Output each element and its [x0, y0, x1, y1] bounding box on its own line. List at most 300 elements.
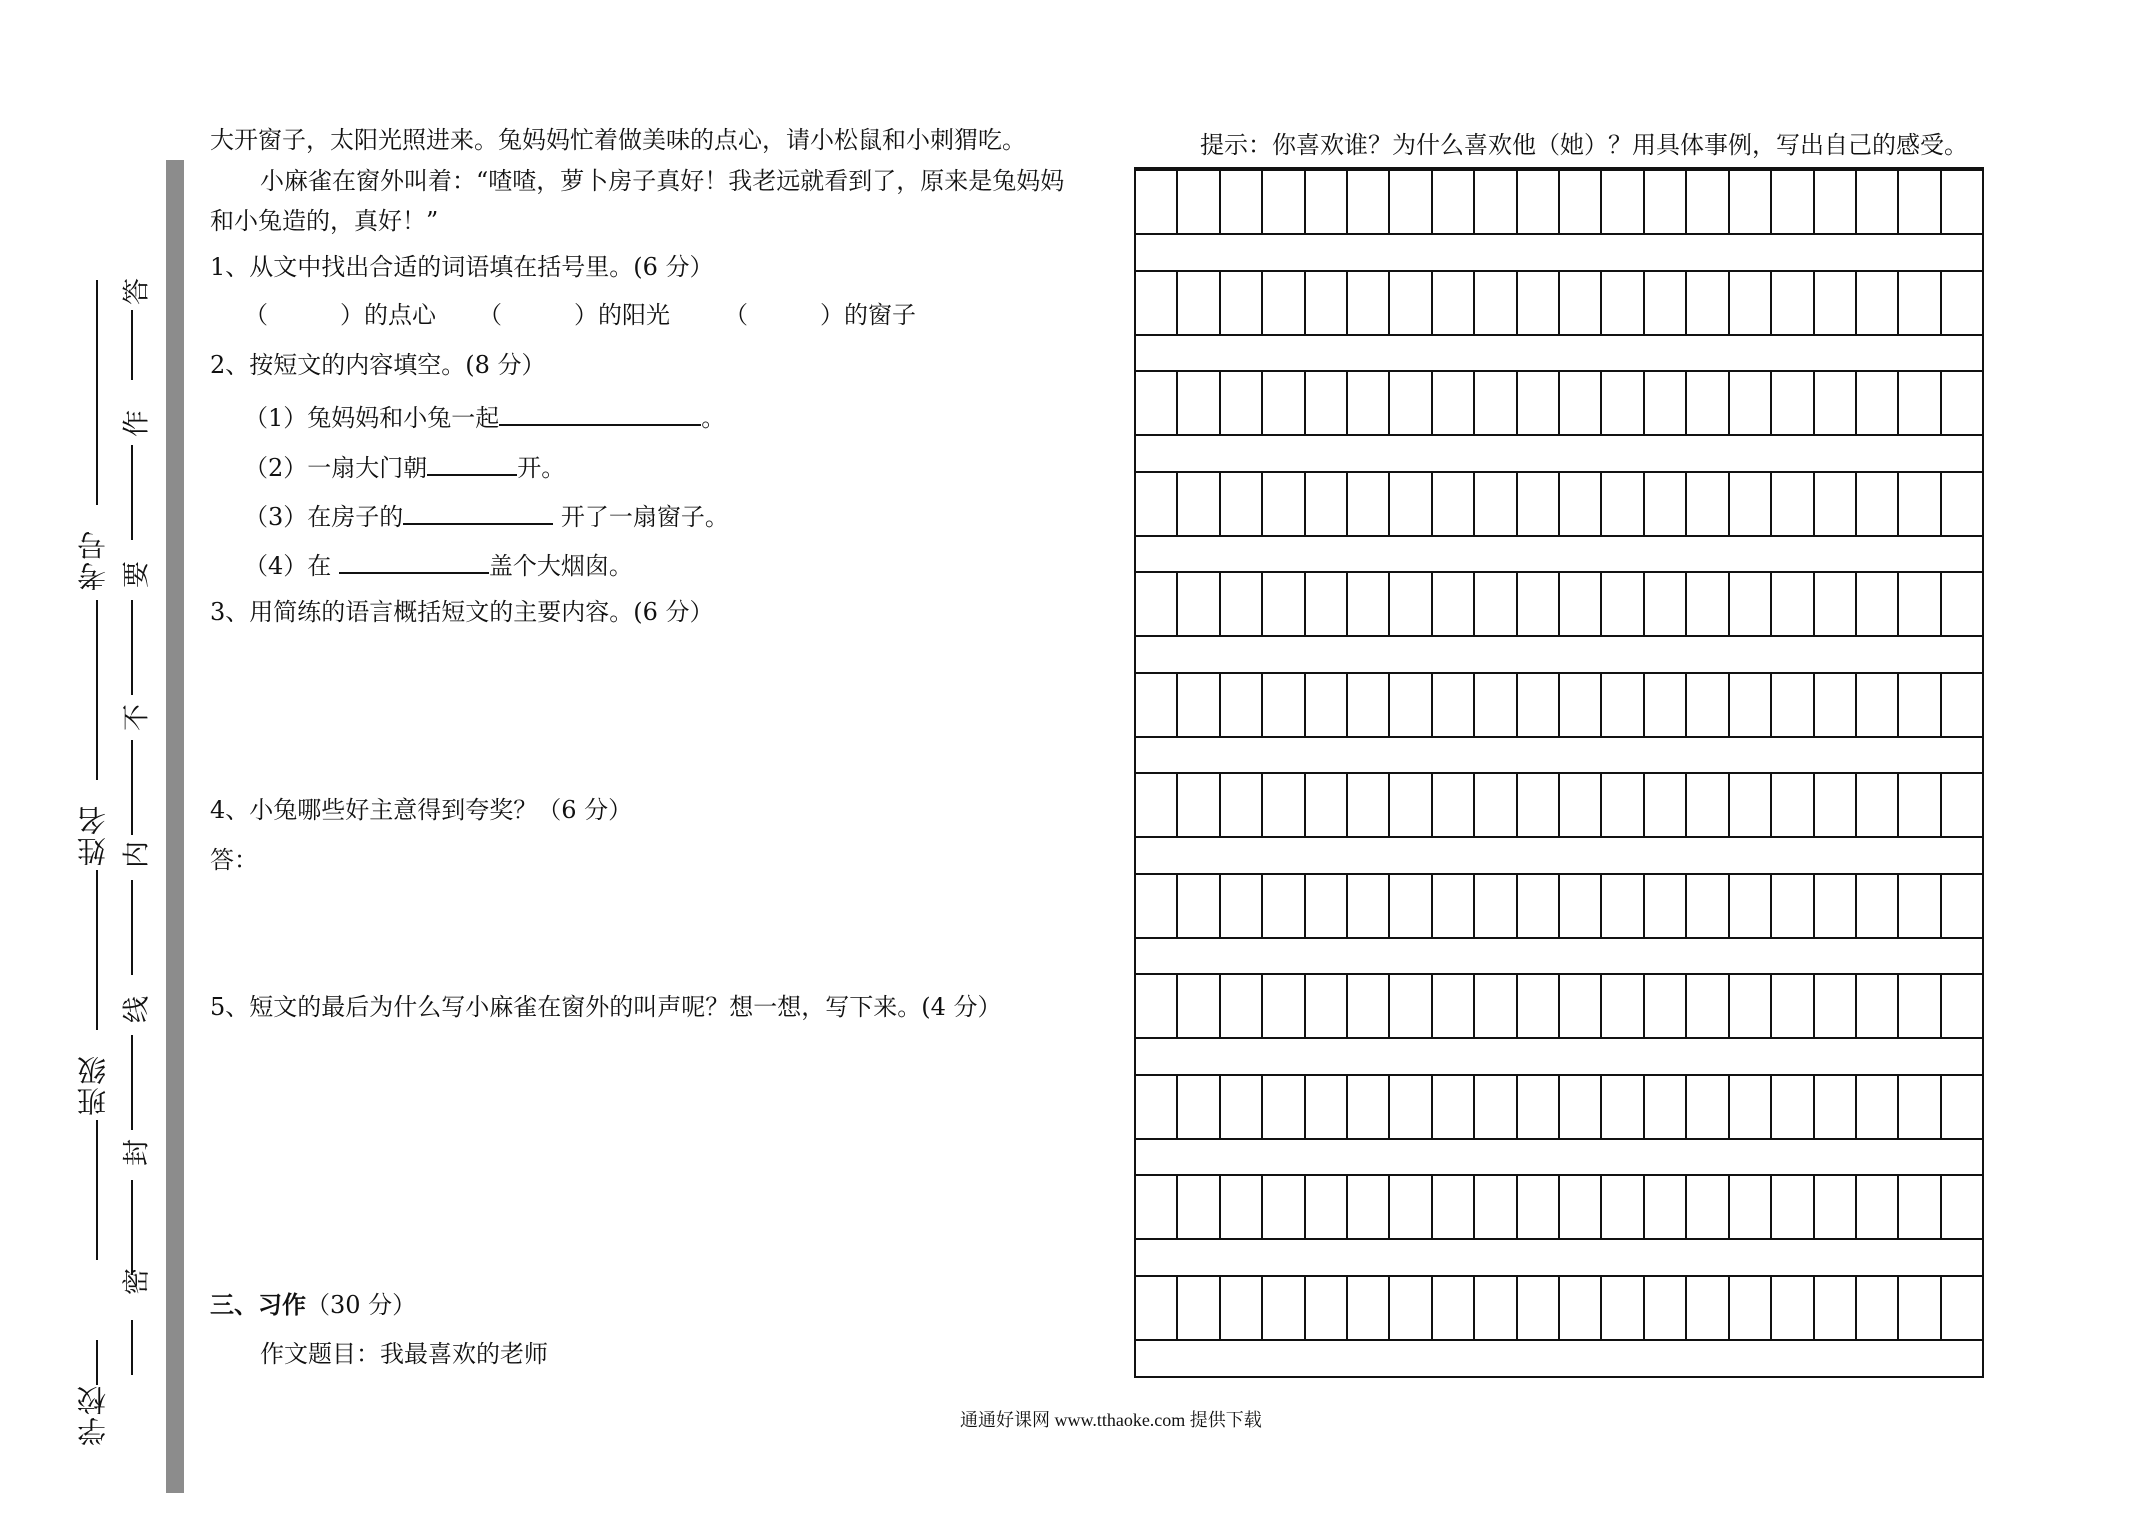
- grid-cell[interactable]: [1560, 1176, 1602, 1238]
- q1-item-3[interactable]: （ ）的窗子: [724, 301, 916, 329]
- grid-cell[interactable]: [1348, 171, 1390, 233]
- grid-cell[interactable]: [1772, 875, 1814, 937]
- grid-cell[interactable]: [1815, 473, 1857, 535]
- grid-cell[interactable]: [1475, 171, 1517, 233]
- grid-cell[interactable]: [1687, 171, 1729, 233]
- grid-cell[interactable]: [1306, 573, 1348, 635]
- grid-cell[interactable]: [1560, 473, 1602, 535]
- grid-cell[interactable]: [1221, 774, 1263, 836]
- grid-cell[interactable]: [1518, 1176, 1560, 1238]
- grid-cell[interactable]: [1221, 1076, 1263, 1138]
- grid-cell[interactable]: [1899, 875, 1941, 937]
- seal-line: [131, 445, 133, 540]
- grid-cell[interactable]: [1518, 875, 1560, 937]
- grid-cell[interactable]: [1602, 573, 1644, 635]
- grid-cell[interactable]: [1390, 975, 1432, 1037]
- grid-row: [1136, 873, 1982, 939]
- seal-char: 答: [121, 278, 153, 305]
- grid-cell[interactable]: [1687, 573, 1729, 635]
- grid-cell[interactable]: [1730, 573, 1772, 635]
- q2-item-2: [244, 450, 565, 483]
- grid-cell[interactable]: [1560, 372, 1602, 434]
- grid-cell[interactable]: [1306, 372, 1348, 434]
- grid-cell[interactable]: [1942, 975, 1982, 1037]
- grid-cell[interactable]: [1136, 473, 1178, 535]
- grid-cell[interactable]: [1815, 774, 1857, 836]
- grid-cell[interactable]: [1348, 1277, 1390, 1339]
- q3-answer-area[interactable]: [210, 635, 1090, 785]
- grid-cell[interactable]: [1306, 1176, 1348, 1238]
- q2-item-1: [244, 400, 725, 433]
- grid-cell[interactable]: [1221, 975, 1263, 1037]
- q1-item-2[interactable]: （ ）的阳光: [478, 301, 670, 329]
- class-line-low: [96, 1120, 98, 1260]
- grid-cell[interactable]: [1348, 573, 1390, 635]
- grid-cell[interactable]: [1475, 774, 1517, 836]
- grid-cell[interactable]: [1645, 1277, 1687, 1339]
- grid-row: [1136, 1174, 1982, 1240]
- name-label: 姓名: [76, 804, 110, 866]
- q2-blank-3[interactable]: [403, 499, 553, 525]
- grid-cell[interactable]: [1645, 1076, 1687, 1138]
- grid-cell[interactable]: [1899, 674, 1941, 736]
- grid-cell[interactable]: [1560, 674, 1602, 736]
- grid-cell[interactable]: [1899, 774, 1941, 836]
- grid-row: [1136, 1275, 1982, 1341]
- grid-cell[interactable]: [1730, 875, 1772, 937]
- grid-cell[interactable]: [1221, 272, 1263, 334]
- grid-cell[interactable]: [1475, 674, 1517, 736]
- grid-cell[interactable]: [1815, 372, 1857, 434]
- grid-cell[interactable]: [1136, 272, 1178, 334]
- grid-cell[interactable]: [1730, 1176, 1772, 1238]
- grid-cell[interactable]: [1348, 1076, 1390, 1138]
- grid-cell[interactable]: [1899, 1277, 1941, 1339]
- grid-cell[interactable]: [1475, 473, 1517, 535]
- q2-item-3-end: 开了一扇窗子。: [553, 503, 729, 531]
- grid-cell[interactable]: [1899, 1176, 1941, 1238]
- q2-item-4-text: （4）在: [244, 552, 339, 580]
- q2-blank-1[interactable]: [499, 400, 701, 426]
- grid-cell[interactable]: [1348, 473, 1390, 535]
- grid-cell[interactable]: [1433, 1277, 1475, 1339]
- grid-cell[interactable]: [1857, 1176, 1899, 1238]
- grid-cell[interactable]: [1730, 1277, 1772, 1339]
- grid-cell[interactable]: [1730, 975, 1772, 1037]
- grid-cell[interactable]: [1518, 372, 1560, 434]
- grid-cell[interactable]: [1942, 573, 1982, 635]
- grid-cell[interactable]: [1221, 372, 1263, 434]
- grid-cell[interactable]: [1263, 674, 1305, 736]
- grid-cell[interactable]: [1687, 1277, 1729, 1339]
- grid-cell[interactable]: [1390, 171, 1432, 233]
- grid-cell[interactable]: [1772, 674, 1814, 736]
- grid-cell[interactable]: [1306, 674, 1348, 736]
- grid-cell[interactable]: [1560, 1076, 1602, 1138]
- section-3-heading: 三、习作: [210, 1290, 306, 1319]
- grid-cell[interactable]: [1645, 1176, 1687, 1238]
- name-line-low: [96, 870, 98, 1030]
- grid-cell[interactable]: [1263, 975, 1305, 1037]
- grid-row: [1136, 471, 1982, 537]
- number-line-high: [96, 280, 98, 505]
- q2-item-2-end: 开。: [517, 454, 566, 482]
- seal-line: [131, 600, 133, 695]
- seal-char: 要: [121, 561, 153, 588]
- grid-cell[interactable]: [1433, 1076, 1475, 1138]
- grid-cell[interactable]: [1942, 674, 1982, 736]
- grid-cell[interactable]: [1390, 875, 1432, 937]
- grid-cell[interactable]: [1602, 774, 1644, 836]
- grid-cell[interactable]: [1645, 573, 1687, 635]
- grid-cell[interactable]: [1263, 372, 1305, 434]
- grid-cell[interactable]: [1772, 372, 1814, 434]
- grid-cell[interactable]: [1348, 372, 1390, 434]
- grid-cell[interactable]: [1899, 1076, 1941, 1138]
- grid-cell[interactable]: [1178, 272, 1220, 334]
- seal-line: [131, 740, 133, 835]
- grid-cell[interactable]: [1263, 171, 1305, 233]
- grid-cell[interactable]: [1815, 573, 1857, 635]
- grid-cell[interactable]: [1348, 975, 1390, 1037]
- grid-cell[interactable]: [1306, 1076, 1348, 1138]
- grid-cell[interactable]: [1645, 774, 1687, 836]
- grid-cell[interactable]: [1221, 573, 1263, 635]
- grid-cell[interactable]: [1136, 1277, 1178, 1339]
- grid-cell[interactable]: [1136, 674, 1178, 736]
- grid-cell[interactable]: [1942, 473, 1982, 535]
- grid-cell[interactable]: [1730, 372, 1772, 434]
- grid-cell[interactable]: [1772, 272, 1814, 334]
- grid-cell[interactable]: [1942, 372, 1982, 434]
- grid-cell[interactable]: [1857, 473, 1899, 535]
- seal-line: [131, 880, 133, 975]
- section-3-title: [210, 1290, 416, 1320]
- grid-cell[interactable]: [1518, 473, 1560, 535]
- grid-cell[interactable]: [1815, 875, 1857, 937]
- grid-cell[interactable]: [1899, 272, 1941, 334]
- grid-cell[interactable]: [1306, 875, 1348, 937]
- grid-cell[interactable]: [1602, 975, 1644, 1037]
- grid-cell[interactable]: [1730, 674, 1772, 736]
- grid-cell[interactable]: [1815, 975, 1857, 1037]
- grid-cell[interactable]: [1857, 573, 1899, 635]
- grid-cell[interactable]: [1687, 774, 1729, 836]
- grid-cell[interactable]: [1518, 573, 1560, 635]
- grid-cell[interactable]: [1390, 272, 1432, 334]
- grid-cell[interactable]: [1390, 573, 1432, 635]
- grid-cell[interactable]: [1857, 272, 1899, 334]
- grid-cell[interactable]: [1221, 473, 1263, 535]
- grid-cell[interactable]: [1857, 975, 1899, 1037]
- grid-cell[interactable]: [1730, 473, 1772, 535]
- grid-cell[interactable]: [1348, 674, 1390, 736]
- grid-cell[interactable]: [1815, 171, 1857, 233]
- grid-cell[interactable]: [1772, 1277, 1814, 1339]
- grid-cell[interactable]: [1433, 372, 1475, 434]
- number-label: 考号: [76, 529, 110, 591]
- grid-cell[interactable]: [1645, 875, 1687, 937]
- number-line-low: [96, 600, 98, 780]
- grid-cell[interactable]: [1136, 875, 1178, 937]
- grid-cell[interactable]: [1560, 573, 1602, 635]
- grid-cell[interactable]: [1815, 674, 1857, 736]
- q5-answer-area[interactable]: [210, 1030, 1090, 1270]
- grid-cell[interactable]: [1687, 875, 1729, 937]
- seal-line: [131, 310, 133, 380]
- grid-cell[interactable]: [1475, 573, 1517, 635]
- grid-cell[interactable]: [1348, 875, 1390, 937]
- grid-cell[interactable]: [1518, 1076, 1560, 1138]
- composition-topic: 作文题目：我最喜欢的老师: [260, 1340, 548, 1368]
- seal-char: 线: [121, 996, 153, 1023]
- grid-cell[interactable]: [1518, 272, 1560, 334]
- q1-item-1[interactable]: （ ）的点心: [244, 301, 436, 329]
- grid-cell[interactable]: [1687, 975, 1729, 1037]
- grid-cell[interactable]: [1857, 372, 1899, 434]
- q2-item-1-text: （1）兔妈妈和小兔一起: [244, 404, 500, 432]
- grid-cell[interactable]: [1687, 372, 1729, 434]
- grid-cell[interactable]: [1178, 674, 1220, 736]
- q4-answer-label: 答：: [210, 846, 258, 874]
- grid-cell[interactable]: [1942, 171, 1982, 233]
- writing-grid[interactable]: [1134, 167, 1984, 1378]
- grid-cell[interactable]: [1221, 1277, 1263, 1339]
- grid-cell[interactable]: [1518, 674, 1560, 736]
- q2-item-2-text: （2）一扇大门朝: [244, 454, 428, 482]
- grid-cell[interactable]: [1687, 1176, 1729, 1238]
- grid-cell[interactable]: [1560, 1277, 1602, 1339]
- grid-cell[interactable]: [1390, 774, 1432, 836]
- grid-cell[interactable]: [1475, 975, 1517, 1037]
- grid-cell[interactable]: [1772, 975, 1814, 1037]
- grid-cell[interactable]: [1772, 1176, 1814, 1238]
- grid-cell[interactable]: [1815, 1277, 1857, 1339]
- seal-line: [131, 1035, 133, 1130]
- grid-cell[interactable]: [1602, 372, 1644, 434]
- grid-cell[interactable]: [1772, 171, 1814, 233]
- grid-cell[interactable]: [1645, 372, 1687, 434]
- grid-cell[interactable]: [1560, 975, 1602, 1037]
- grid-cell[interactable]: [1306, 774, 1348, 836]
- grid-cell[interactable]: [1560, 171, 1602, 233]
- grid-cell[interactable]: [1645, 975, 1687, 1037]
- class-label: 班级: [76, 1054, 110, 1116]
- grid-cell[interactable]: [1390, 1076, 1432, 1138]
- grid-cell[interactable]: [1433, 975, 1475, 1037]
- section-3-points: （30 分）: [306, 1291, 417, 1319]
- grid-cell[interactable]: [1178, 1076, 1220, 1138]
- grid-cell[interactable]: [1942, 1277, 1982, 1339]
- grid-row: [1136, 973, 1982, 1039]
- grid-cell[interactable]: [1518, 1277, 1560, 1339]
- grid-cell[interactable]: [1475, 1076, 1517, 1138]
- grid-cell[interactable]: [1390, 473, 1432, 535]
- grid-cell[interactable]: [1518, 975, 1560, 1037]
- grid-cell[interactable]: [1942, 875, 1982, 937]
- seal-char: 作: [121, 410, 153, 437]
- grid-cell[interactable]: [1815, 1076, 1857, 1138]
- grid-cell[interactable]: [1899, 372, 1941, 434]
- grid-cell[interactable]: [1263, 1176, 1305, 1238]
- q2-item-3-text: （3）在房子的: [244, 503, 404, 531]
- grid-cell[interactable]: [1602, 875, 1644, 937]
- seal-line: [131, 1320, 133, 1375]
- grid-cell[interactable]: [1942, 1176, 1982, 1238]
- grid-row: [1136, 571, 1982, 637]
- grid-cell[interactable]: [1178, 372, 1220, 434]
- grid-cell[interactable]: [1857, 1277, 1899, 1339]
- grid-cell[interactable]: [1602, 473, 1644, 535]
- grid-cell[interactable]: [1645, 272, 1687, 334]
- grid-cell[interactable]: [1899, 171, 1941, 233]
- seal-line: [131, 1180, 133, 1275]
- grid-cell[interactable]: [1772, 1076, 1814, 1138]
- grid-cell[interactable]: [1263, 1076, 1305, 1138]
- grid-cell[interactable]: [1475, 272, 1517, 334]
- grid-cell[interactable]: [1857, 171, 1899, 233]
- grid-cell[interactable]: [1433, 1176, 1475, 1238]
- q4-answer-area[interactable]: [262, 840, 1090, 980]
- passage-line-2: 小麻雀在窗外叫着：“喳喳，萝卜房子真好！我老远就看到了，原来是兔妈妈: [260, 167, 1065, 195]
- grid-cell[interactable]: [1645, 473, 1687, 535]
- grid-cell[interactable]: [1475, 372, 1517, 434]
- grid-cell[interactable]: [1348, 774, 1390, 836]
- grid-cell[interactable]: [1730, 1076, 1772, 1138]
- q2-blank-2[interactable]: [427, 450, 517, 476]
- grid-cell[interactable]: [1306, 975, 1348, 1037]
- grid-cell[interactable]: [1518, 774, 1560, 836]
- grid-cell[interactable]: [1390, 1277, 1432, 1339]
- grid-cell[interactable]: [1560, 774, 1602, 836]
- grid-cell[interactable]: [1730, 774, 1772, 836]
- grid-cell[interactable]: [1263, 774, 1305, 836]
- grid-cell[interactable]: [1136, 372, 1178, 434]
- grid-cell[interactable]: [1306, 272, 1348, 334]
- grid-cell[interactable]: [1178, 1277, 1220, 1339]
- grid-cell[interactable]: [1645, 674, 1687, 736]
- grid-cell[interactable]: [1348, 1176, 1390, 1238]
- grid-row: [1136, 370, 1982, 436]
- grid-cell[interactable]: [1857, 674, 1899, 736]
- grid-cell[interactable]: [1263, 473, 1305, 535]
- grid-cell[interactable]: [1942, 774, 1982, 836]
- grid-cell[interactable]: [1433, 875, 1475, 937]
- grid-cell[interactable]: [1433, 272, 1475, 334]
- grid-cell[interactable]: [1178, 1176, 1220, 1238]
- grid-cell[interactable]: [1899, 573, 1941, 635]
- binding-margin-bar: [166, 160, 184, 1493]
- grid-cell[interactable]: [1942, 1076, 1982, 1138]
- grid-row: [1136, 169, 1982, 235]
- grid-cell[interactable]: [1178, 875, 1220, 937]
- grid-cell[interactable]: [1433, 674, 1475, 736]
- grid-cell[interactable]: [1602, 171, 1644, 233]
- grid-cell[interactable]: [1221, 1176, 1263, 1238]
- grid-cell[interactable]: [1475, 875, 1517, 937]
- grid-cell[interactable]: [1136, 171, 1178, 233]
- grid-cell[interactable]: [1602, 674, 1644, 736]
- grid-cell[interactable]: [1687, 1076, 1729, 1138]
- grid-cell[interactable]: [1942, 272, 1982, 334]
- grid-cell[interactable]: [1687, 674, 1729, 736]
- grid-cell[interactable]: [1263, 272, 1305, 334]
- grid-cell[interactable]: [1348, 272, 1390, 334]
- grid-cell[interactable]: [1263, 1277, 1305, 1339]
- grid-cell[interactable]: [1815, 1176, 1857, 1238]
- grid-cell[interactable]: [1772, 473, 1814, 535]
- grid-cell[interactable]: [1602, 272, 1644, 334]
- school-label: 学校: [76, 1384, 110, 1446]
- grid-cell[interactable]: [1730, 171, 1772, 233]
- grid-cell[interactable]: [1136, 975, 1178, 1037]
- grid-cell[interactable]: [1390, 1176, 1432, 1238]
- q2-item-3: [244, 499, 729, 532]
- grid-cell[interactable]: [1645, 171, 1687, 233]
- grid-cell[interactable]: [1899, 975, 1941, 1037]
- grid-cell[interactable]: [1899, 473, 1941, 535]
- grid-cell[interactable]: [1178, 573, 1220, 635]
- grid-cell[interactable]: [1178, 171, 1220, 233]
- grid-cell[interactable]: [1687, 272, 1729, 334]
- grid-cell[interactable]: [1306, 473, 1348, 535]
- grid-cell[interactable]: [1390, 674, 1432, 736]
- grid-cell[interactable]: [1433, 774, 1475, 836]
- grid-cell[interactable]: [1772, 774, 1814, 836]
- grid-cell[interactable]: [1390, 372, 1432, 434]
- grid-cell[interactable]: [1263, 875, 1305, 937]
- q2-item-1-end: 。: [701, 404, 726, 432]
- grid-cell[interactable]: [1221, 875, 1263, 937]
- grid-cell[interactable]: [1136, 573, 1178, 635]
- q2-blank-4[interactable]: [339, 548, 489, 574]
- grid-cell[interactable]: [1772, 573, 1814, 635]
- grid-cell[interactable]: [1306, 171, 1348, 233]
- grid-cell[interactable]: [1306, 1277, 1348, 1339]
- question-2-prompt: 2、按短文的内容填空。(8 分）: [210, 351, 546, 379]
- grid-cell[interactable]: [1433, 171, 1475, 233]
- grid-cell[interactable]: [1815, 272, 1857, 334]
- grid-cell[interactable]: [1136, 774, 1178, 836]
- grid-cell[interactable]: [1602, 1277, 1644, 1339]
- grid-cell[interactable]: [1433, 573, 1475, 635]
- grid-cell[interactable]: [1857, 774, 1899, 836]
- grid-cell[interactable]: [1730, 272, 1772, 334]
- grid-row: [1136, 672, 1982, 738]
- grid-cell[interactable]: [1178, 774, 1220, 836]
- grid-cell[interactable]: [1475, 1277, 1517, 1339]
- grid-cell[interactable]: [1857, 875, 1899, 937]
- grid-cell[interactable]: [1178, 473, 1220, 535]
- grid-cell[interactable]: [1263, 573, 1305, 635]
- grid-cell[interactable]: [1221, 674, 1263, 736]
- grid-cell[interactable]: [1687, 473, 1729, 535]
- grid-cell[interactable]: [1602, 1176, 1644, 1238]
- grid-cell[interactable]: [1178, 975, 1220, 1037]
- grid-cell[interactable]: [1857, 1076, 1899, 1138]
- grid-cell[interactable]: [1136, 1176, 1178, 1238]
- grid-cell[interactable]: [1433, 473, 1475, 535]
- grid-cell[interactable]: [1560, 875, 1602, 937]
- grid-cell[interactable]: [1221, 171, 1263, 233]
- question-1-prompt: 1、从文中找出合适的词语填在括号里。(6 分）: [210, 253, 714, 281]
- grid-cell[interactable]: [1475, 1176, 1517, 1238]
- passage-line-3: 和小兔造的，真好！”: [210, 207, 439, 235]
- grid-cell[interactable]: [1518, 171, 1560, 233]
- grid-cell[interactable]: [1602, 1076, 1644, 1138]
- grid-cell[interactable]: [1136, 1076, 1178, 1138]
- grid-cell[interactable]: [1560, 272, 1602, 334]
